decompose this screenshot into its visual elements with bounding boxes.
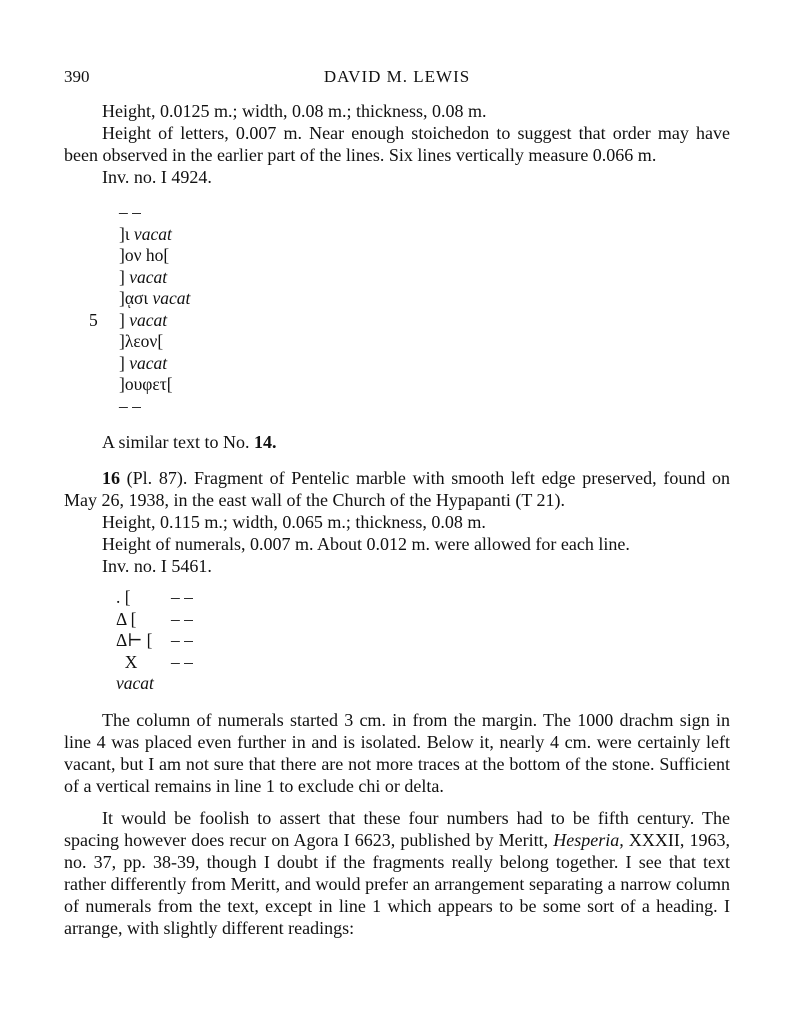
inscription-line	[119, 396, 730, 418]
page-number: 390	[64, 67, 90, 86]
inscription-line	[119, 202, 730, 224]
letter-height-15: Height of letters, 0.007 m. Near enough stoichedon to suggest that order may have been observed in the earlier part of the lines. Six lines vertically measure 0.066 m.	[64, 123, 730, 165]
inscription-text	[89, 202, 730, 417]
dimensions-16: Height, 0.115 m.; width, 0.065 m.; thickness, 0.08 m.	[102, 512, 486, 532]
page	[64, 66, 730, 939]
numeral-sign: . [	[116, 587, 131, 607]
dimensions-15: Height, 0.0125 m.; width, 0.08 m.; thickness, 0.08 m.	[102, 101, 487, 121]
inscription-line-text: ]ι vacat	[119, 223, 172, 244]
inscription-line	[119, 245, 730, 267]
numeral-lacuna: – –	[171, 651, 193, 672]
numerals-table	[116, 587, 730, 673]
numeral-row	[116, 609, 730, 631]
numeral-row	[116, 652, 730, 674]
inscription-line-text: ] vacat	[119, 352, 168, 373]
inscription-line-text: ]λεον[	[119, 331, 164, 351]
inscription-line-text: – –	[119, 202, 141, 222]
similar-prefix: A similar text to No.	[102, 432, 250, 452]
numeral-sign: Δ⊢ [	[116, 630, 153, 650]
inscription-line-text: ] vacat	[119, 266, 168, 287]
entry-16-intro	[64, 467, 730, 511]
inscription-line	[119, 288, 730, 310]
inscription-line-text: ]ᾳσι vacat	[119, 288, 191, 308]
inscription-line	[119, 224, 730, 246]
entry-16-description: (Pl. 87). Fragment of Pentelic marble with smooth left edge preserved, found on May 26, 1938, in the east wall of the Church of the Hypapanti (T 21).	[64, 468, 730, 510]
entry-number: 16	[102, 468, 120, 488]
similar-number: 14.	[254, 432, 277, 452]
journal-title: Hesperia,	[553, 829, 624, 850]
numeral-lacuna: – –	[171, 608, 193, 629]
vacat-label: vacat	[116, 673, 154, 693]
inventory-16: Inv. no. I 5461.	[102, 556, 212, 576]
line-number: 5	[89, 309, 98, 330]
page-header	[64, 66, 730, 90]
numerals-height-16: Height of numerals, 0.007 m. About 0.012 m. were allowed for each line.	[102, 534, 630, 554]
running-title: DAVID M. LEWIS	[323, 67, 471, 86]
inscription-line	[119, 374, 730, 396]
inscription-line-text: ]ουφετ[	[119, 374, 173, 394]
numeral-sign: X	[116, 651, 138, 672]
inscription-line	[119, 353, 730, 375]
inscription-line-text: ]ον hο[	[119, 245, 170, 265]
numeral-row	[116, 630, 730, 652]
similar-text-note	[64, 431, 730, 453]
numeral-lacuna: – –	[171, 587, 193, 607]
inscription-line	[119, 331, 730, 353]
inscription-line-text: ] vacat	[119, 309, 168, 330]
inscription-line	[89, 309, 730, 332]
para2-end: XXXII, 1963, no. 37, pp. 38-39, though I doubt if the fragments really belong together. I see that text rather differently from Meritt, and would prefer an arrangement separating a narrow column of numerals from the text, except in line 1 which appears to be some sort of a heading. I arrange, with slightly different readings:	[64, 829, 730, 938]
paragraph-numerals: The column of numerals started 3 cm. in from the margin. The 1000 drachm sign in line 4 was placed even further in and is isolated. Below it, nearly 4 cm. were certainly left vacant, but I am not sure that there are not more traces at the bottom of the stone. Sufficient of a vertical remains in line 1 to exclude chi or delta.	[64, 709, 730, 796]
numeral-sign: Δ [	[116, 608, 137, 629]
inscription-line-text: – –	[119, 395, 141, 416]
paragraph-arrangement	[64, 807, 730, 939]
inventory-15: Inv. no. I 4924.	[102, 167, 212, 187]
para2-start: It would be foolish to assert that these four numbers had to be fifth century. The spacing however does recur on Agora I 6623, published by Meritt,	[64, 807, 730, 850]
numeral-lacuna: – –	[171, 630, 193, 650]
inscription-line	[119, 267, 730, 289]
numeral-row	[116, 587, 730, 609]
